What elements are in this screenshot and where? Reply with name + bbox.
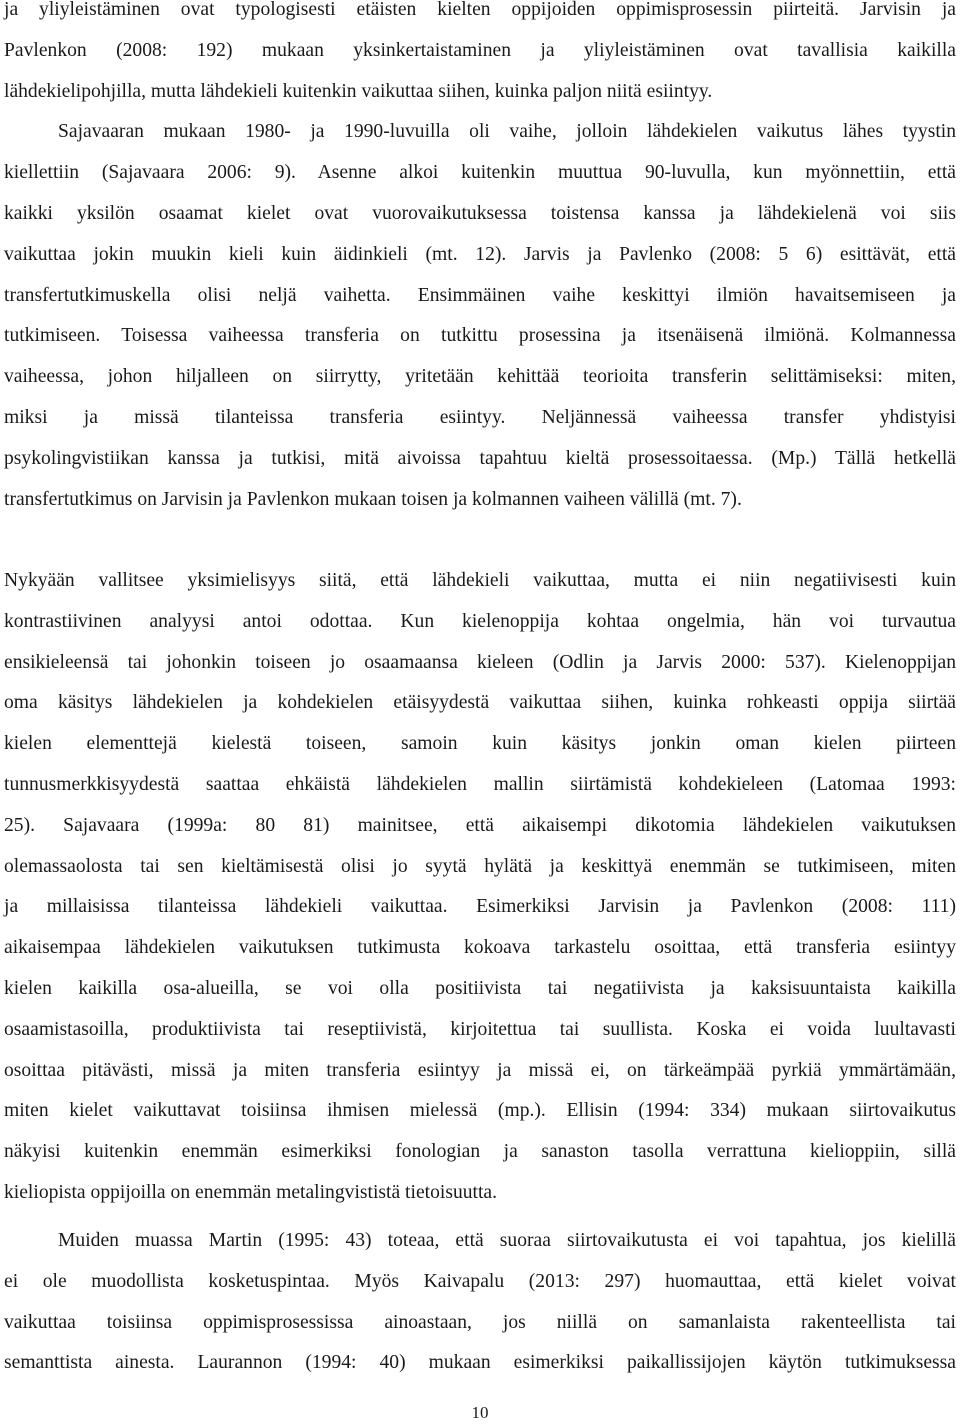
text-line: vaiheessa, johon hiljalleen on siirrytty, yritetään kehittää teorioita transferin selittämiseksi: miten, bbox=[4, 366, 956, 388]
text-line: Sajavaaran mukaan 1980- ja 1990-luvuilla oli vaihe, jolloin lähdekielen vaikutus lähes tyystin bbox=[58, 121, 956, 143]
text-line: 25). Sajavaara (1999a: 80 81) mainitsee, että aikaisempi dikotomia lähdekielen vaikutuksen bbox=[4, 814, 956, 836]
text-line: miksi ja missä tilanteissa transferia esiintyy. Neljännessä vaiheessa transfer yhdistyisi bbox=[4, 406, 956, 428]
text-line: ensikieleensä tai johonkin toiseen jo osaamaansa kieleen (Odlin ja Jarvis 2000: 537). Kielenoppijan bbox=[4, 651, 956, 673]
text-line: kontrastiivinen analyysi antoi odottaa. Kun kielenoppija kohtaa ongelmia, hän voi turvautua bbox=[4, 610, 956, 632]
text-line: lähdekielipohjilla, mutta lähdekieli kuitenkin vaikuttaa siihen, kuinka paljon niitä esiintyy. bbox=[4, 80, 713, 102]
text-line: Muiden muassa Martin (1995: 43) toteaa, että suoraa siirtovaikutusta ei voi tapahtua, jos kielillä bbox=[58, 1230, 956, 1251]
text-line: semanttista ainesta. Laurannon (1994: 40) mukaan esimerkiksi paikallissijojen käytön tutkimuksessa bbox=[4, 1352, 956, 1374]
text-line: kielen elementtejä kielestä toiseen, samoin kuin käsitys jonkin oman kielen piirteen bbox=[4, 733, 956, 755]
text-line: psykolingvistiikan kanssa ja tutkisi, mitä aivoissa tapahtuu kieltä prosessoitaessa. (Mp.) Tällä hetkellä bbox=[4, 447, 956, 469]
text-line: tunnusmerkkisyydestä saattaa ehkäistä lähdekielen mallin siirtämistä kohdekieleen (Latomaa 1993: bbox=[4, 773, 956, 795]
text-line: kieliopista oppijoilla on enemmän metalingvististä tietoisuutta. bbox=[4, 1181, 498, 1203]
text-line: aikaisempaa lähdekielen vaikutuksen tutkimusta kokoava tarkastelu osoittaa, että transferia esiintyy bbox=[4, 937, 956, 959]
text-line: ja yliyleistäminen ovat typologisesti etäisten kielten oppijoiden oppimisprosessin piirteitä. Jarvisin ja bbox=[4, 0, 956, 20]
text-line: transfertutkimus on Jarvisin ja Pavlenkon mukaan toisen ja kolmannen vaiheen välillä (mt. 7). bbox=[4, 488, 742, 510]
text-line: ja millaisissa tilanteissa lähdekieli vaikuttaa. Esimerkiksi Jarvisin ja Pavlenkon (2008: 111) bbox=[4, 896, 956, 918]
text-line: vaikuttaa toisiinsa oppimisprosessissa ainoastaan, jos niillä on samanlaista rakenteellista tai bbox=[4, 1311, 956, 1333]
text-line: Pavlenkon (2008: 192) mukaan yksinkertaistaminen ja yliyleistäminen ovat tavallisia kaikilla bbox=[4, 39, 956, 61]
text-line: oma käsitys lähdekielen ja kohdekielen etäisyydestä vaikuttaa siihen, kuinka rohkeasti oppija siirtää bbox=[4, 692, 956, 714]
text-line: osaamistasoilla, produktiivista tai reseptiivistä, kirjoitettua tai suullista. Koska ei voida luultavasti bbox=[4, 1018, 956, 1040]
text-line: kielen kaikilla osa-alueilla, se voi olla positiivista tai negatiivista ja kaksisuuntaista kaikilla bbox=[4, 977, 956, 999]
paragraph-source-language-influence bbox=[4, 561, 956, 1214]
text-line: tutkimiseen. Toisessa vaiheessa transferia on tutkittu prosessina ja itsenäisenä ilmiönä. Kolmannessa bbox=[4, 325, 956, 347]
paragraph-formal-contact-surface bbox=[4, 1221, 956, 1384]
paragraph-transfer-research-phases bbox=[4, 0, 956, 520]
text-line: transfertutkimuskella olisi neljä vaihetta. Ensimmäinen vaihe keskittyi ilmiön havaitsemiseen ja bbox=[4, 284, 956, 306]
text-line: kaikki yksilön osaamat kielet ovat vuorovaikutuksessa toistensa kanssa ja lähdekielenä voi siis bbox=[4, 202, 956, 224]
text-line: kiellettiin (Sajavaara 2006: 9). Asenne alkoi kuitenkin muuttua 90-luvulla, kun myönnettiin, että bbox=[4, 162, 956, 184]
text-line: ei ole muodollista kosketuspintaa. Myös Kaivapalu (2013: 297) huomauttaa, että kielet voivat bbox=[4, 1270, 956, 1292]
text-line: olemassaolosta tai sen kieltämisestä olisi jo syytä hylätä ja keskittyä enemmän se tutkimiseen, miten bbox=[4, 855, 956, 877]
text-line: osoittaa pitävästi, missä ja miten transferia esiintyy ja missä ei, on tärkeämpää pyrkiä ymmärtämään, bbox=[4, 1059, 956, 1081]
text-line: miten kielet vaikuttavat toisiinsa ihmisen mielessä (mp.). Ellisin (1994: 334) mukaan siirtovaikutus bbox=[4, 1100, 956, 1122]
text-line: Nykyään vallitsee yksimielisyys siitä, että lähdekieli vaikuttaa, mutta ei niin negatiivisesti kuin bbox=[4, 570, 956, 591]
text-line: vaikuttaa jokin muukin kieli kuin äidinkieli (mt. 12). Jarvis ja Pavlenko (2008: 5 6) esittävät, että bbox=[4, 243, 956, 265]
page-number: 10 bbox=[471, 1403, 489, 1422]
text-line: näkyisi kuitenkin enemmän esimerkiksi fonologian ja sanaston tasolla verrattuna kielioppiin, sillä bbox=[4, 1141, 956, 1163]
